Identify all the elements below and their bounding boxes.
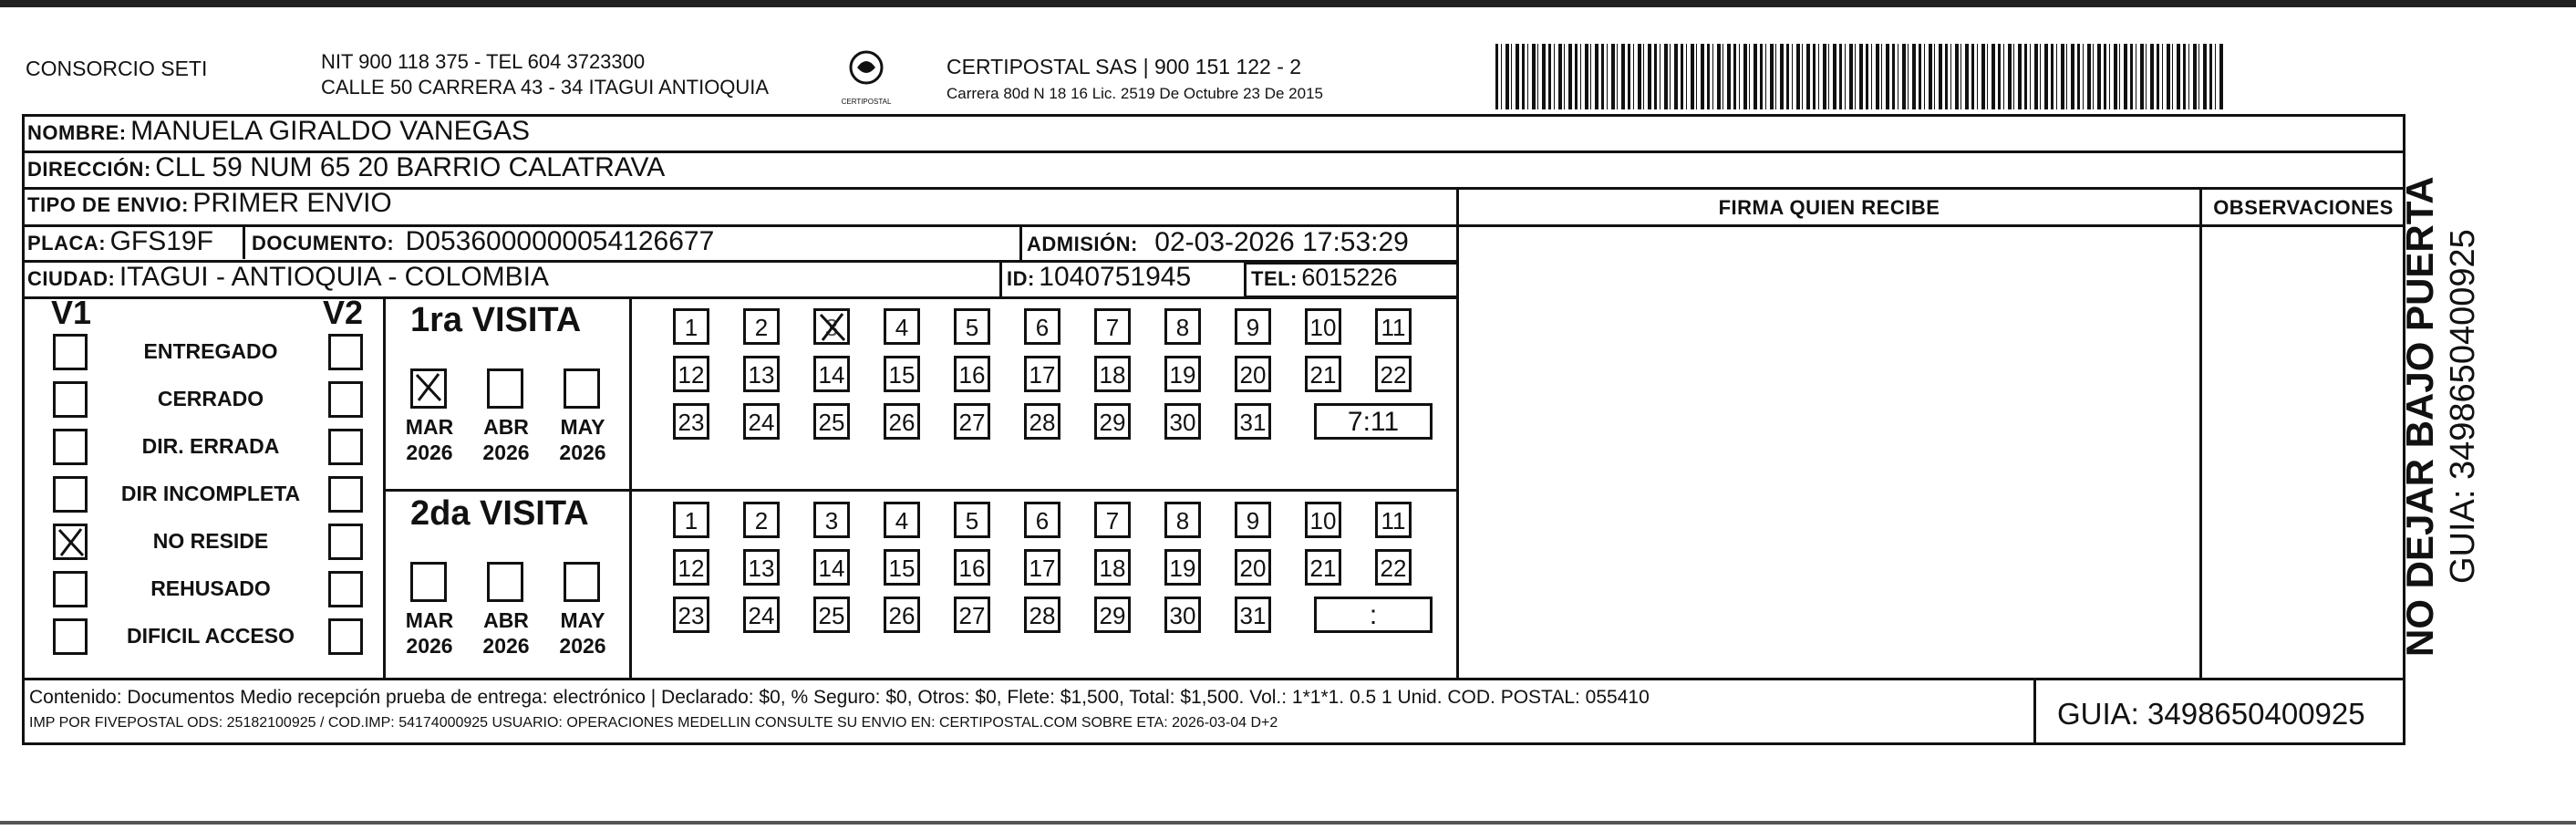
day-box[interactable]: 1: [673, 308, 709, 345]
visit-time-box[interactable]: 7:11: [1314, 403, 1433, 440]
day-box[interactable]: 19: [1164, 549, 1201, 586]
v2-checkbox[interactable]: [328, 618, 363, 655]
divider: [999, 262, 1002, 296]
v2-label: V2: [323, 294, 364, 331]
status-option-label: NO RESIDE: [152, 529, 269, 553]
footer-imp: IMP POR FIVEPOSTAL ODS: 25182100925 / COD.IMP: 54174000925 USUARIO: OPERACIONES MEDELLIN CONSULTE SU ENVIO EN: CERTIPOSTAL.COM SOBRE ETA: 2026-03-04 D+2: [29, 715, 1278, 731]
month-year-label: 2026: [559, 441, 606, 464]
day-box[interactable]: 8: [1164, 502, 1201, 538]
day-box[interactable]: 27: [954, 597, 990, 633]
day-box[interactable]: 21: [1305, 356, 1341, 392]
day-box[interactable]: 8: [1164, 308, 1201, 345]
month-label: MAR: [405, 608, 454, 632]
day-box[interactable]: 30: [1164, 597, 1201, 633]
day-box[interactable]: 9: [1235, 502, 1271, 538]
day-box[interactable]: 31: [1235, 597, 1271, 633]
id-row: [1007, 262, 1191, 293]
day-box[interactable]: 6: [1024, 308, 1060, 345]
v1-label: V1: [51, 294, 92, 331]
day-box[interactable]: 2: [743, 308, 780, 345]
day-box[interactable]: 23: [673, 403, 709, 440]
day-box[interactable]: 19: [1164, 356, 1201, 392]
tipo-value: PRIMER ENVIO: [192, 188, 392, 218]
placa-row: [27, 226, 213, 257]
day-box[interactable]: 13: [743, 356, 780, 392]
ciudad-value: ITAGUI - ANTIOQUIA - COLOMBIA: [119, 262, 550, 292]
documento-value: D0536000000054126677: [405, 226, 715, 256]
observaciones-area[interactable]: [2203, 228, 2404, 679]
day-box[interactable]: 1: [673, 502, 709, 538]
day-box[interactable]: 28: [1024, 403, 1060, 440]
v1-checkbox[interactable]: [53, 476, 88, 513]
tel-label: TEL:: [1251, 267, 1298, 290]
nombre-label: NOMBRE:: [27, 121, 127, 144]
firma-header: FIRMA QUIEN RECIBE: [1718, 196, 1940, 219]
day-box[interactable]: 17: [1024, 356, 1060, 392]
tipo-row: [27, 188, 392, 219]
v1-checkbox[interactable]: [53, 618, 88, 655]
logo-text: CERTIPOSTAL: [841, 98, 892, 106]
admision-value: 02-03-2026 17:53:29: [1154, 227, 1409, 257]
status-option-label: DIR. ERRADA: [141, 434, 280, 458]
company-name: CONSORCIO SETI: [26, 57, 208, 80]
month-checkbox[interactable]: [487, 368, 523, 409]
day-box[interactable]: 29: [1094, 403, 1131, 440]
month-year-label: 2026: [559, 634, 606, 658]
guia-box-divider: [2033, 680, 2036, 745]
status-option-label: REHUSADO: [150, 576, 271, 600]
v2-checkbox[interactable]: [328, 429, 363, 465]
month-label: ABR: [483, 608, 529, 632]
day-box[interactable]: 15: [884, 356, 920, 392]
month-checkbox[interactable]: [564, 368, 600, 409]
month-year-label: 2026: [406, 634, 453, 658]
month-year-label: 2026: [406, 441, 453, 464]
month-label: ABR: [483, 415, 529, 439]
day-box[interactable]: 11: [1375, 308, 1412, 345]
day-box[interactable]: 12: [673, 356, 709, 392]
visit-months-divider: [629, 296, 632, 680]
ciudad-row: [27, 262, 549, 293]
tel-value: 6015226: [1301, 264, 1398, 291]
documento-row: [252, 226, 714, 257]
bottom-edge-line: [0, 821, 2576, 825]
month-label: MAY: [560, 608, 605, 632]
month-label: MAR: [405, 415, 454, 439]
v2-checkbox[interactable]: [328, 524, 363, 560]
day-box[interactable]: 21: [1305, 549, 1341, 586]
status-panel-divider: [383, 296, 386, 680]
divider: [243, 226, 245, 259]
top-edge-line: [0, 0, 2576, 7]
day-box[interactable]: 16: [954, 356, 990, 392]
visit2-title: 2da VISITA: [410, 494, 589, 533]
day-box[interactable]: 3: [813, 502, 850, 538]
v1-checkbox[interactable]: [53, 524, 88, 560]
footer-guia: GUIA: 3498650400925: [2057, 697, 2365, 731]
address-line: CALLE 50 CARRERA 43 - 34 ITAGUI ANTIOQUIA: [321, 76, 770, 99]
day-box[interactable]: 6: [1024, 502, 1060, 538]
ciudad-label: CIUDAD:: [27, 267, 116, 290]
day-box[interactable]: 12: [673, 549, 709, 586]
day-box[interactable]: 11: [1375, 502, 1412, 538]
day-box[interactable]: 7: [1094, 502, 1131, 538]
placa-label: PLACA:: [27, 232, 107, 254]
day-box[interactable]: 26: [884, 403, 920, 440]
observaciones-header: OBSERVACIONES: [2213, 196, 2394, 219]
day-box[interactable]: 7: [1094, 308, 1131, 345]
status-option-label: DIR INCOMPLETA: [120, 482, 301, 505]
day-box[interactable]: 15: [884, 549, 920, 586]
day-box[interactable]: 20: [1235, 549, 1271, 586]
vertical-divider-obs: [2199, 188, 2202, 680]
day-box[interactable]: 9: [1235, 308, 1271, 345]
month-year-label: 2026: [482, 441, 530, 464]
day-box[interactable]: 17: [1024, 549, 1060, 586]
day-box[interactable]: 28: [1024, 597, 1060, 633]
v1-checkbox[interactable]: [53, 571, 88, 607]
day-box[interactable]: 2: [743, 502, 780, 538]
status-option-label: ENTREGADO: [143, 339, 278, 363]
day-box[interactable]: 22: [1375, 549, 1412, 586]
day-box[interactable]: 24: [743, 597, 780, 633]
visit-time-box[interactable]: :: [1314, 597, 1433, 633]
day-box[interactable]: 30: [1164, 403, 1201, 440]
firma-area[interactable]: [1460, 228, 2198, 679]
divider: [22, 296, 1459, 299]
day-box[interactable]: 4: [884, 502, 920, 538]
id-value: 1040751945: [1039, 262, 1192, 292]
month-label: MAY: [560, 415, 605, 439]
nombre-value: MANUELA GIRALDO VANEGAS: [130, 116, 530, 146]
visit-separator: [383, 489, 1459, 492]
day-box[interactable]: 14: [813, 356, 850, 392]
day-box[interactable]: 22: [1375, 356, 1412, 392]
side-guia: GUIA: 3498650400925: [2444, 229, 2482, 584]
v1-checkbox[interactable]: [53, 334, 88, 370]
day-box[interactable]: 25: [813, 403, 850, 440]
tel-row: [1251, 264, 1397, 292]
admision-row: [1027, 227, 1409, 258]
status-option-label: CERRADO: [157, 387, 264, 410]
month-checkbox[interactable]: [410, 368, 447, 409]
visit1-title: 1ra VISITA: [410, 301, 582, 339]
direccion-value: CLL 59 NUM 65 20 BARRIO CALATRAVA: [155, 152, 666, 182]
day-box[interactable]: 18: [1094, 356, 1131, 392]
day-box[interactable]: 14: [813, 549, 850, 586]
day-box[interactable]: 27: [954, 403, 990, 440]
day-box[interactable]: 20: [1235, 356, 1271, 392]
placa-value: GFS19F: [109, 226, 213, 256]
day-box[interactable]: 5: [954, 502, 990, 538]
footer-contenido: Contenido: Documentos Medio recepción prueba de entrega: electrónico | Declarado: $0, % Seguro: $0, Otros: $0, Flete: $1,500, Total: $1,500. Vol.: 1*1*1. 0.5 1 Unid. COD. POSTAL: 055410: [29, 687, 1650, 708]
v2-checkbox[interactable]: [328, 571, 363, 607]
day-box[interactable]: 10: [1305, 308, 1341, 345]
day-box[interactable]: 31: [1235, 403, 1271, 440]
day-box[interactable]: 23: [673, 597, 709, 633]
certipostal-logo-icon: [839, 47, 894, 106]
v1-checkbox[interactable]: [53, 381, 88, 418]
v1-checkbox[interactable]: [53, 429, 88, 465]
day-box[interactable]: 16: [954, 549, 990, 586]
day-box[interactable]: 29: [1094, 597, 1131, 633]
month-checkbox[interactable]: [410, 562, 447, 602]
direccion-label: DIRECCIÓN:: [27, 158, 151, 181]
month-checkbox[interactable]: [564, 562, 600, 602]
footer-divider: [22, 678, 2405, 680]
side-warning: NO DEJAR BAJO PUERTA: [2398, 176, 2441, 657]
day-box[interactable]: 18: [1094, 549, 1131, 586]
day-box[interactable]: 26: [884, 597, 920, 633]
nombre-row: [27, 116, 530, 147]
day-box[interactable]: 3: [813, 308, 850, 345]
documento-label: DOCUMENTO:: [252, 232, 395, 254]
v2-checkbox[interactable]: [328, 334, 363, 370]
id-label: ID:: [1007, 267, 1035, 290]
day-box[interactable]: 5: [954, 308, 990, 345]
day-box[interactable]: 24: [743, 403, 780, 440]
v2-checkbox[interactable]: [328, 476, 363, 513]
nit-line: NIT 900 118 375 - TEL 604 3723300: [321, 50, 646, 73]
day-box[interactable]: 4: [884, 308, 920, 345]
barcode: [1495, 44, 2225, 109]
month-checkbox[interactable]: [487, 562, 523, 602]
day-box[interactable]: 25: [813, 597, 850, 633]
license-line: Carrera 80d N 18 16 Lic. 2519 De Octubre 23 De 2015: [947, 85, 1323, 102]
day-box[interactable]: 13: [743, 549, 780, 586]
tipo-label: TIPO DE ENVIO:: [27, 193, 189, 216]
carrier-line: CERTIPOSTAL SAS | 900 151 122 - 2: [947, 55, 1302, 78]
day-box[interactable]: 10: [1305, 502, 1341, 538]
direccion-row: [27, 152, 665, 183]
admision-label: ADMISIÓN:: [1027, 233, 1138, 255]
v2-checkbox[interactable]: [328, 381, 363, 418]
month-year-label: 2026: [482, 634, 530, 658]
status-option-label: DIFICIL ACCESO: [126, 624, 295, 648]
